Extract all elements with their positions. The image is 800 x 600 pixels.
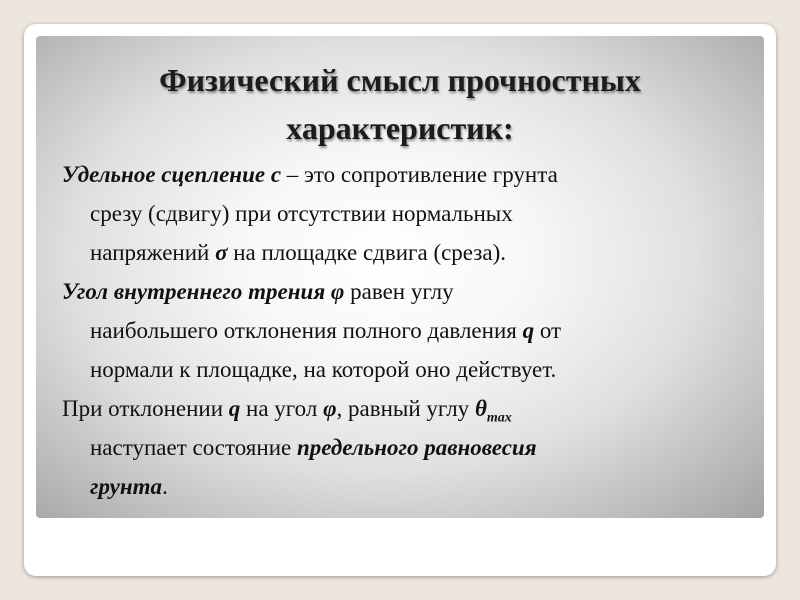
term-friction-angle: Угол внутреннего трения φ — [62, 279, 345, 304]
p3-c: , равный углу — [336, 396, 475, 421]
p1-line3-a: напряжений — [90, 240, 216, 265]
p2-line2-b: от — [534, 318, 562, 343]
title-line-1: Физический смысл прочностных — [159, 62, 641, 98]
symbol-theta: θ — [474, 396, 487, 421]
paragraph-limit-state — [62, 389, 780, 506]
p3-period: . — [162, 474, 168, 499]
p1-line3-b: на площадке сдвига (среза). — [227, 240, 506, 265]
symbol-q-2: q — [228, 396, 241, 421]
p2-line2-a: наибольшего отклонения полного давления — [90, 318, 523, 343]
term-cohesion: Удельное сцепление с — [62, 162, 282, 187]
term-limit-equilibrium: предельного равновесия — [296, 435, 537, 460]
p1-line2: срезу (сдвигу) при отсутствии нормальных — [90, 201, 513, 226]
p2-line1-rest: равен углу — [344, 279, 454, 304]
term-soil: грунта — [90, 474, 163, 499]
paragraph-friction-angle — [62, 272, 780, 389]
symbol-theta-subscript: max — [486, 410, 512, 426]
p3-a: При отклонении — [62, 396, 229, 421]
slide-title — [40, 56, 760, 152]
symbol-q: q — [522, 318, 535, 343]
paragraph-cohesion — [62, 155, 780, 272]
symbol-sigma: σ — [215, 240, 228, 265]
p3-d: наступает состояние — [90, 435, 297, 460]
p1-line1-rest: – это сопротивление грунта — [281, 162, 558, 187]
symbol-phi: φ — [323, 396, 337, 421]
title-line-2: характеристик: — [286, 110, 514, 146]
p3-b: на угол — [240, 396, 324, 421]
p2-line3: нормали к площадке, на которой оно действует. — [90, 357, 557, 382]
